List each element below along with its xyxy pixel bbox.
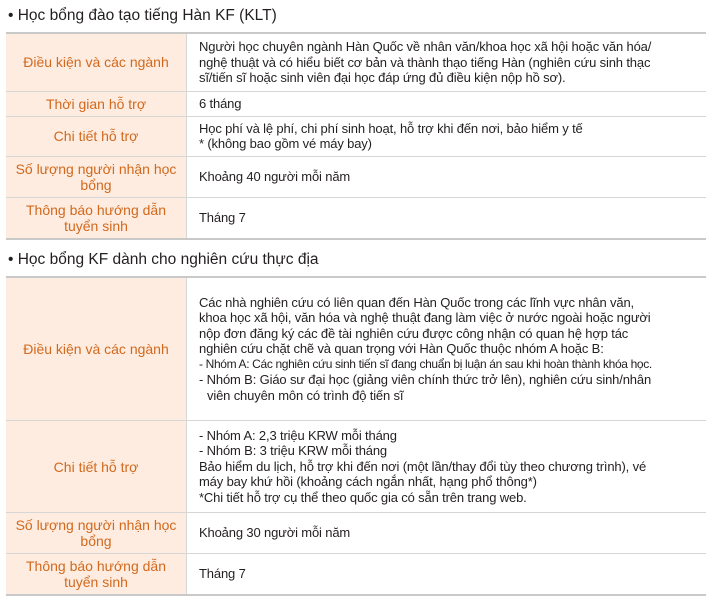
row-label: Chi tiết hỗ trợ bbox=[6, 116, 187, 156]
text-line: *Chi tiết hỗ trợ cụ thể theo quốc gia có sẵn trên trang web. bbox=[199, 490, 696, 506]
text-line: Bảo hiểm du lịch, hỗ trợ khi đến nơi (một lần/thay đổi tùy theo chương trình), vé bbox=[199, 459, 696, 475]
table-row bbox=[6, 554, 706, 596]
row-label: Điều kiện và các ngành bbox=[6, 33, 187, 91]
text-line: khoa học xã hội, văn hóa và nghệ thuật đang làm việc ở nước ngoài hoặc người bbox=[199, 310, 696, 326]
table-row bbox=[6, 277, 706, 421]
row-value bbox=[187, 116, 707, 156]
text-line: 6 tháng bbox=[199, 96, 696, 112]
text-line: - Nhóm A: 2,3 triệu KRW mỗi tháng bbox=[199, 428, 696, 444]
section2-title: • Học bổng KF dành cho nghiên cứu thực địa bbox=[6, 240, 713, 276]
text-line: viên chuyên môn có trình độ tiến sĩ bbox=[199, 388, 696, 404]
row-label: Thông báo hướng dẫn tuyển sinh bbox=[6, 197, 187, 239]
row-value bbox=[187, 197, 707, 239]
table-row bbox=[6, 116, 706, 156]
text-line: Tháng 7 bbox=[199, 566, 696, 582]
text-line: Khoảng 40 người mỗi năm bbox=[199, 169, 696, 185]
table-row bbox=[6, 33, 706, 91]
text-line: Tháng 7 bbox=[199, 210, 696, 226]
text-line: máy bay khứ hồi (khoảng cách ngắn nhất, hạng phổ thông*) bbox=[199, 474, 696, 490]
row-value bbox=[187, 513, 707, 554]
row-value bbox=[187, 421, 707, 513]
text-line: - Nhóm B: Giáo sư đại học (giảng viên chính thức trở lên), nghiên cứu sinh/nhân bbox=[199, 372, 696, 388]
row-value bbox=[187, 554, 707, 596]
row-label: Chi tiết hỗ trợ bbox=[6, 421, 187, 513]
text-line: nghệ thuật và có hiểu biết cơ bản và thành thạo tiếng Hàn (nghiên cứu sinh thạc bbox=[199, 55, 696, 71]
table-row bbox=[6, 421, 706, 513]
text-line: Các nhà nghiên cứu có liên quan đến Hàn Quốc trong các lĩnh vực nhân văn, bbox=[199, 295, 696, 311]
text-line: nộp đơn đăng ký các đề tài nghiên cứu được công nhận có quan hệ hợp tác bbox=[199, 326, 696, 342]
row-label: Điều kiện và các ngành bbox=[6, 277, 187, 421]
row-label: Thông báo hướng dẫn tuyển sinh bbox=[6, 554, 187, 596]
text-line: Người học chuyên ngành Hàn Quốc về nhân văn/khoa học xã hội hoặc văn hóa/ bbox=[199, 39, 696, 55]
row-value bbox=[187, 156, 707, 197]
section1-table bbox=[6, 32, 706, 240]
row-label: Thời gian hỗ trợ bbox=[6, 91, 187, 116]
row-label: Số lượng người nhận học bổng bbox=[6, 156, 187, 197]
text-line: Học phí và lệ phí, chi phí sinh hoạt, hỗ trợ khi đến nơi, bảo hiểm y tế bbox=[199, 121, 696, 137]
section2-table bbox=[6, 276, 706, 596]
table-row bbox=[6, 156, 706, 197]
text-line: sĩ/tiến sĩ hoặc sinh viên đại học đáp ứng đủ điều kiện nộp hồ sơ). bbox=[199, 70, 696, 86]
text-line: * (không bao gồm vé máy bay) bbox=[199, 136, 696, 152]
text-line: - Nhóm A: Các nghiên cứu sinh tiến sĩ đang chuẩn bị luận án sau khi hoàn thành khóa học. bbox=[199, 357, 696, 373]
table-row bbox=[6, 91, 706, 116]
section1-title: • Học bổng đào tạo tiếng Hàn KF (KLT) bbox=[6, 0, 713, 32]
row-label: Số lượng người nhận học bổng bbox=[6, 513, 187, 554]
row-value bbox=[187, 91, 707, 116]
text-line: Khoảng 30 người mỗi năm bbox=[199, 525, 696, 541]
row-value bbox=[187, 33, 707, 91]
table-row bbox=[6, 513, 706, 554]
row-value bbox=[187, 277, 707, 421]
text-line: - Nhóm B: 3 triệu KRW mỗi tháng bbox=[199, 443, 696, 459]
table-row bbox=[6, 197, 706, 239]
text-line: nghiên cứu chặt chẽ và quan trọng với Hàn Quốc thuộc nhóm A hoặc B: bbox=[199, 341, 696, 357]
